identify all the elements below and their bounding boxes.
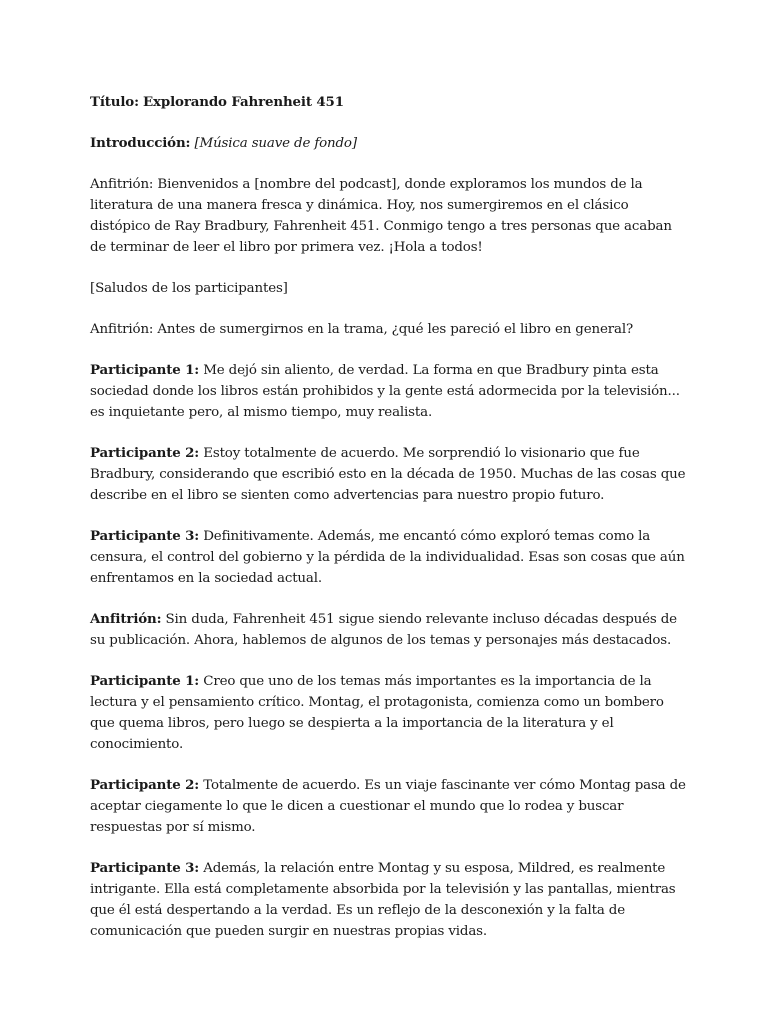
paragraph-host-question: [90, 319, 690, 340]
paragraph-participant-3: [90, 858, 690, 942]
paragraph-participant-2: [90, 443, 690, 506]
intro-text: [Música suave de fondo]: [194, 136, 357, 151]
intro-label: Introducción:: [90, 135, 191, 151]
document-title: [90, 92, 690, 113]
paragraph-participant-2: [90, 775, 690, 838]
paragraph-host: [90, 609, 690, 651]
paragraph-host-welcome: [90, 174, 690, 258]
speaker-label: Participante 3:: [90, 860, 200, 876]
speaker-label: Participante 2:: [90, 445, 200, 461]
title-label: Título:: [90, 94, 139, 110]
paragraph-text: Sin duda, Fahrenheit 451 sigue siendo relevante incluso décadas después de su publicación. Ahora, hablemos de algunos de los temas y personajes más destacados.: [90, 612, 677, 648]
paragraph-text: Me dejó sin aliento, de verdad. La forma en que Bradbury pinta esta sociedad donde los libros están prohibidos y la gente está adormecida por la televisión... es inquietante pero, al mismo tiempo, muy realista.: [90, 363, 680, 420]
document-page: [90, 92, 690, 962]
paragraph-participant-1: [90, 360, 690, 423]
speaker-label: Participante 1:: [90, 362, 200, 378]
speaker-label: Participante 2:: [90, 777, 200, 793]
speaker-label: Participante 1:: [90, 673, 200, 689]
paragraph-text: Totalmente de acuerdo. Es un viaje fascinante ver cómo Montag pasa de aceptar ciegamente lo que le dicen a cuestionar el mundo que lo rodea y buscar respuestas por sí mismo.: [90, 778, 686, 835]
paragraph-text: Anfitrión: Bienvenidos a [nombre del podcast], donde exploramos los mundos de la literatura de una manera fresca y dinámica. Hoy, nos sumergiremos en el clásico distópico de Ray Bradbury, Fahrenheit 451. Conmigo tengo a tres personas que acaban de terminar de leer el libro por primera vez. ¡Hola a todos!: [90, 177, 672, 255]
paragraph-text: Además, la relación entre Montag y su esposa, Mildred, es realmente intrigante. Ella está completamente absorbida por la televisión y las pantallas, mientras que él está despertando a la verdad. Es un reflejo de la desconexión y la falta de comunicación que pueden surgir en nuestras propias vidas.: [90, 861, 676, 939]
paragraph-text: Anfitrión: Antes de sumergirnos en la trama, ¿qué les pareció el libro en general?: [90, 322, 633, 337]
paragraph-participant-3: [90, 526, 690, 589]
paragraph-text: Estoy totalmente de acuerdo. Me sorprendió lo visionario que fue Bradbury, considerando que escribió esto en la década de 1950. Muchas de las cosas que describe en el libro se sienten como advertencias para nuestro propio futuro.: [90, 446, 686, 503]
paragraph-participant-1: [90, 671, 690, 755]
paragraph-text: Definitivamente. Además, me encantó cómo exploró temas como la censura, el control del gobierno y la pérdida de la individualidad. Esas son cosas que aún enfrentamos en la sociedad actual.: [90, 529, 685, 586]
speaker-label: Participante 3:: [90, 528, 200, 544]
title-text: Explorando Fahrenheit 451: [143, 94, 344, 110]
speaker-label: Anfitrión:: [90, 611, 162, 627]
paragraph-text: Creo que uno de los temas más importantes es la importancia de la lectura y el pensamiento crítico. Montag, el protagonista, comienza como un bombero que quema libros, pero luego se despierta a la importancia de la literatura y el conocimiento.: [90, 674, 664, 752]
paragraph-greetings: [90, 278, 690, 299]
paragraph-text: [Saludos de los participantes]: [90, 281, 288, 296]
intro-line: [90, 133, 690, 154]
